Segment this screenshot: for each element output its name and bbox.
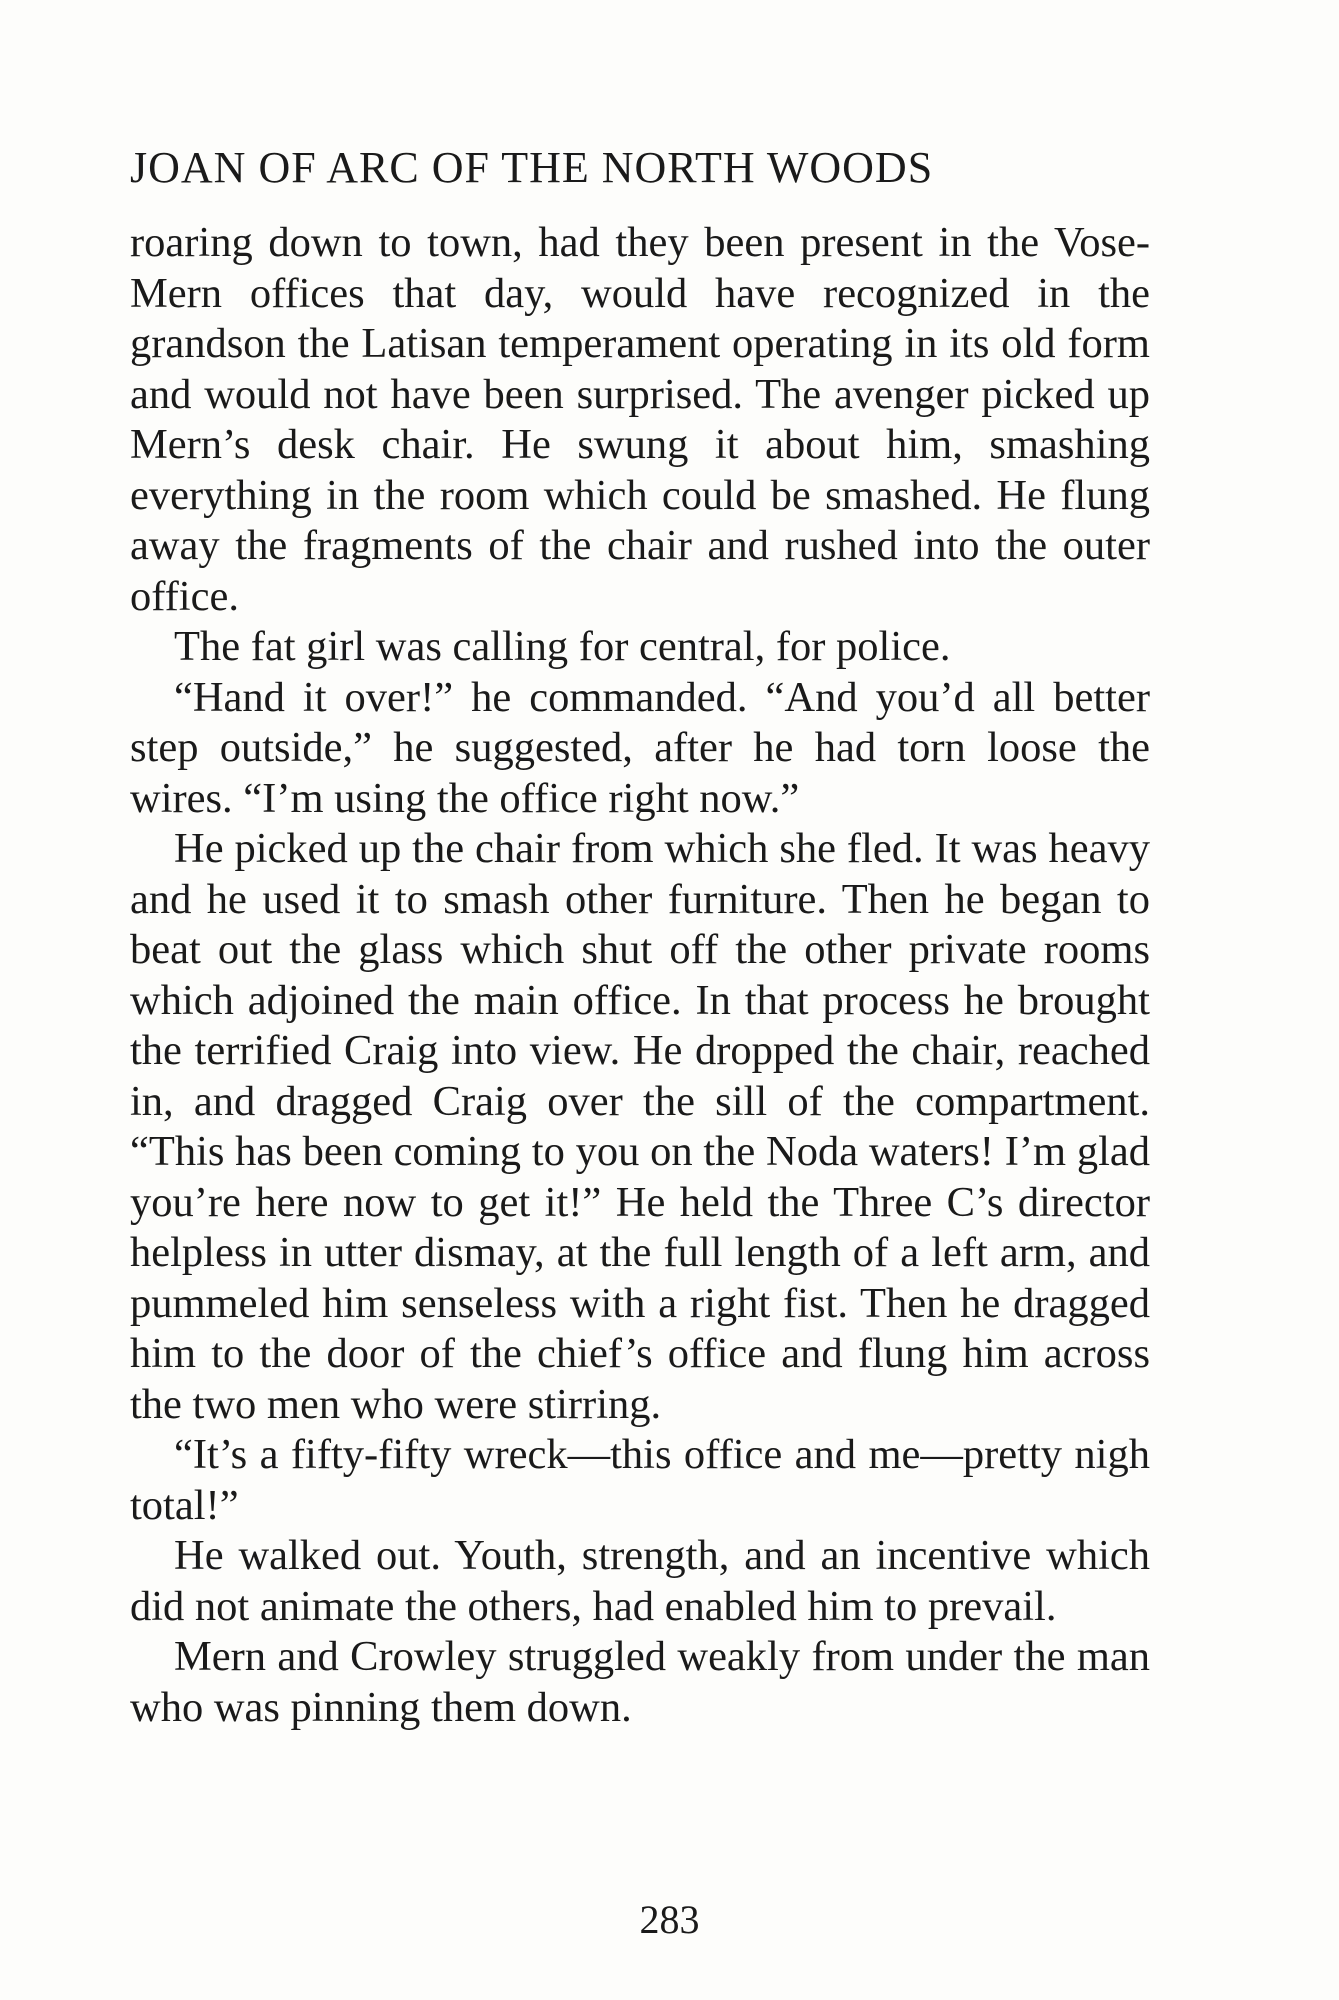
paragraph-2: The fat girl was calling for central, for police. [174,623,951,670]
paragraph-7: Mern and Crowley struggled weakly from under the man who was pinning them down. [130,1633,1150,1731]
paragraph-6: He walked out. Youth, strength, and an incentive which did not animate the others, had enabled him to prevail. [130,1532,1150,1630]
paragraph-3: “Hand it over!” he commanded. “And you’d all better step outside,” he suggested, after he had torn loose the wires. “I’m using the office right now.” [130,673,1150,822]
running-title: JOAN OF ARC OF THE NORTH WOODS [130,143,934,192]
body-text [130,218,1150,1733]
paragraph-5: “It’s a fifty-fifty wreck—this office and me—pretty nigh total!” [130,1431,1150,1529]
page-number: 283 [639,1897,700,1942]
paragraph-4: He picked up the chair from which she fled. It was heavy and he used it to smash other furniture. Then he began to beat out the glass which shut off the other private rooms which adjoined the main office. In that process he brought the terrified Craig into view. He dropped the chair, reached in, and dragged Craig over the sill of the compartment. “This has been coming to you on the Noda waters! I’m glad you’re here now to get it!” He held the Three C’s director helpless in utter dismay, at the full length of a left arm, and pummeled him senseless with a right fist. Then he dragged him to the door of the chief’s office and flung him across the two men who were stirring. [130,825,1150,1428]
paragraph-1: roaring down to town, had they been present in the Vose-Mern offices that day, would have recognized in the grandson the Latisan temperament operating in its old form and would not have been surprised. The avenger picked up Mern’s desk chair. He swung it about him, smashing everything in the room which could be smashed. He flung away the fragments of the chair and rushed into the outer office. [130,219,1150,620]
